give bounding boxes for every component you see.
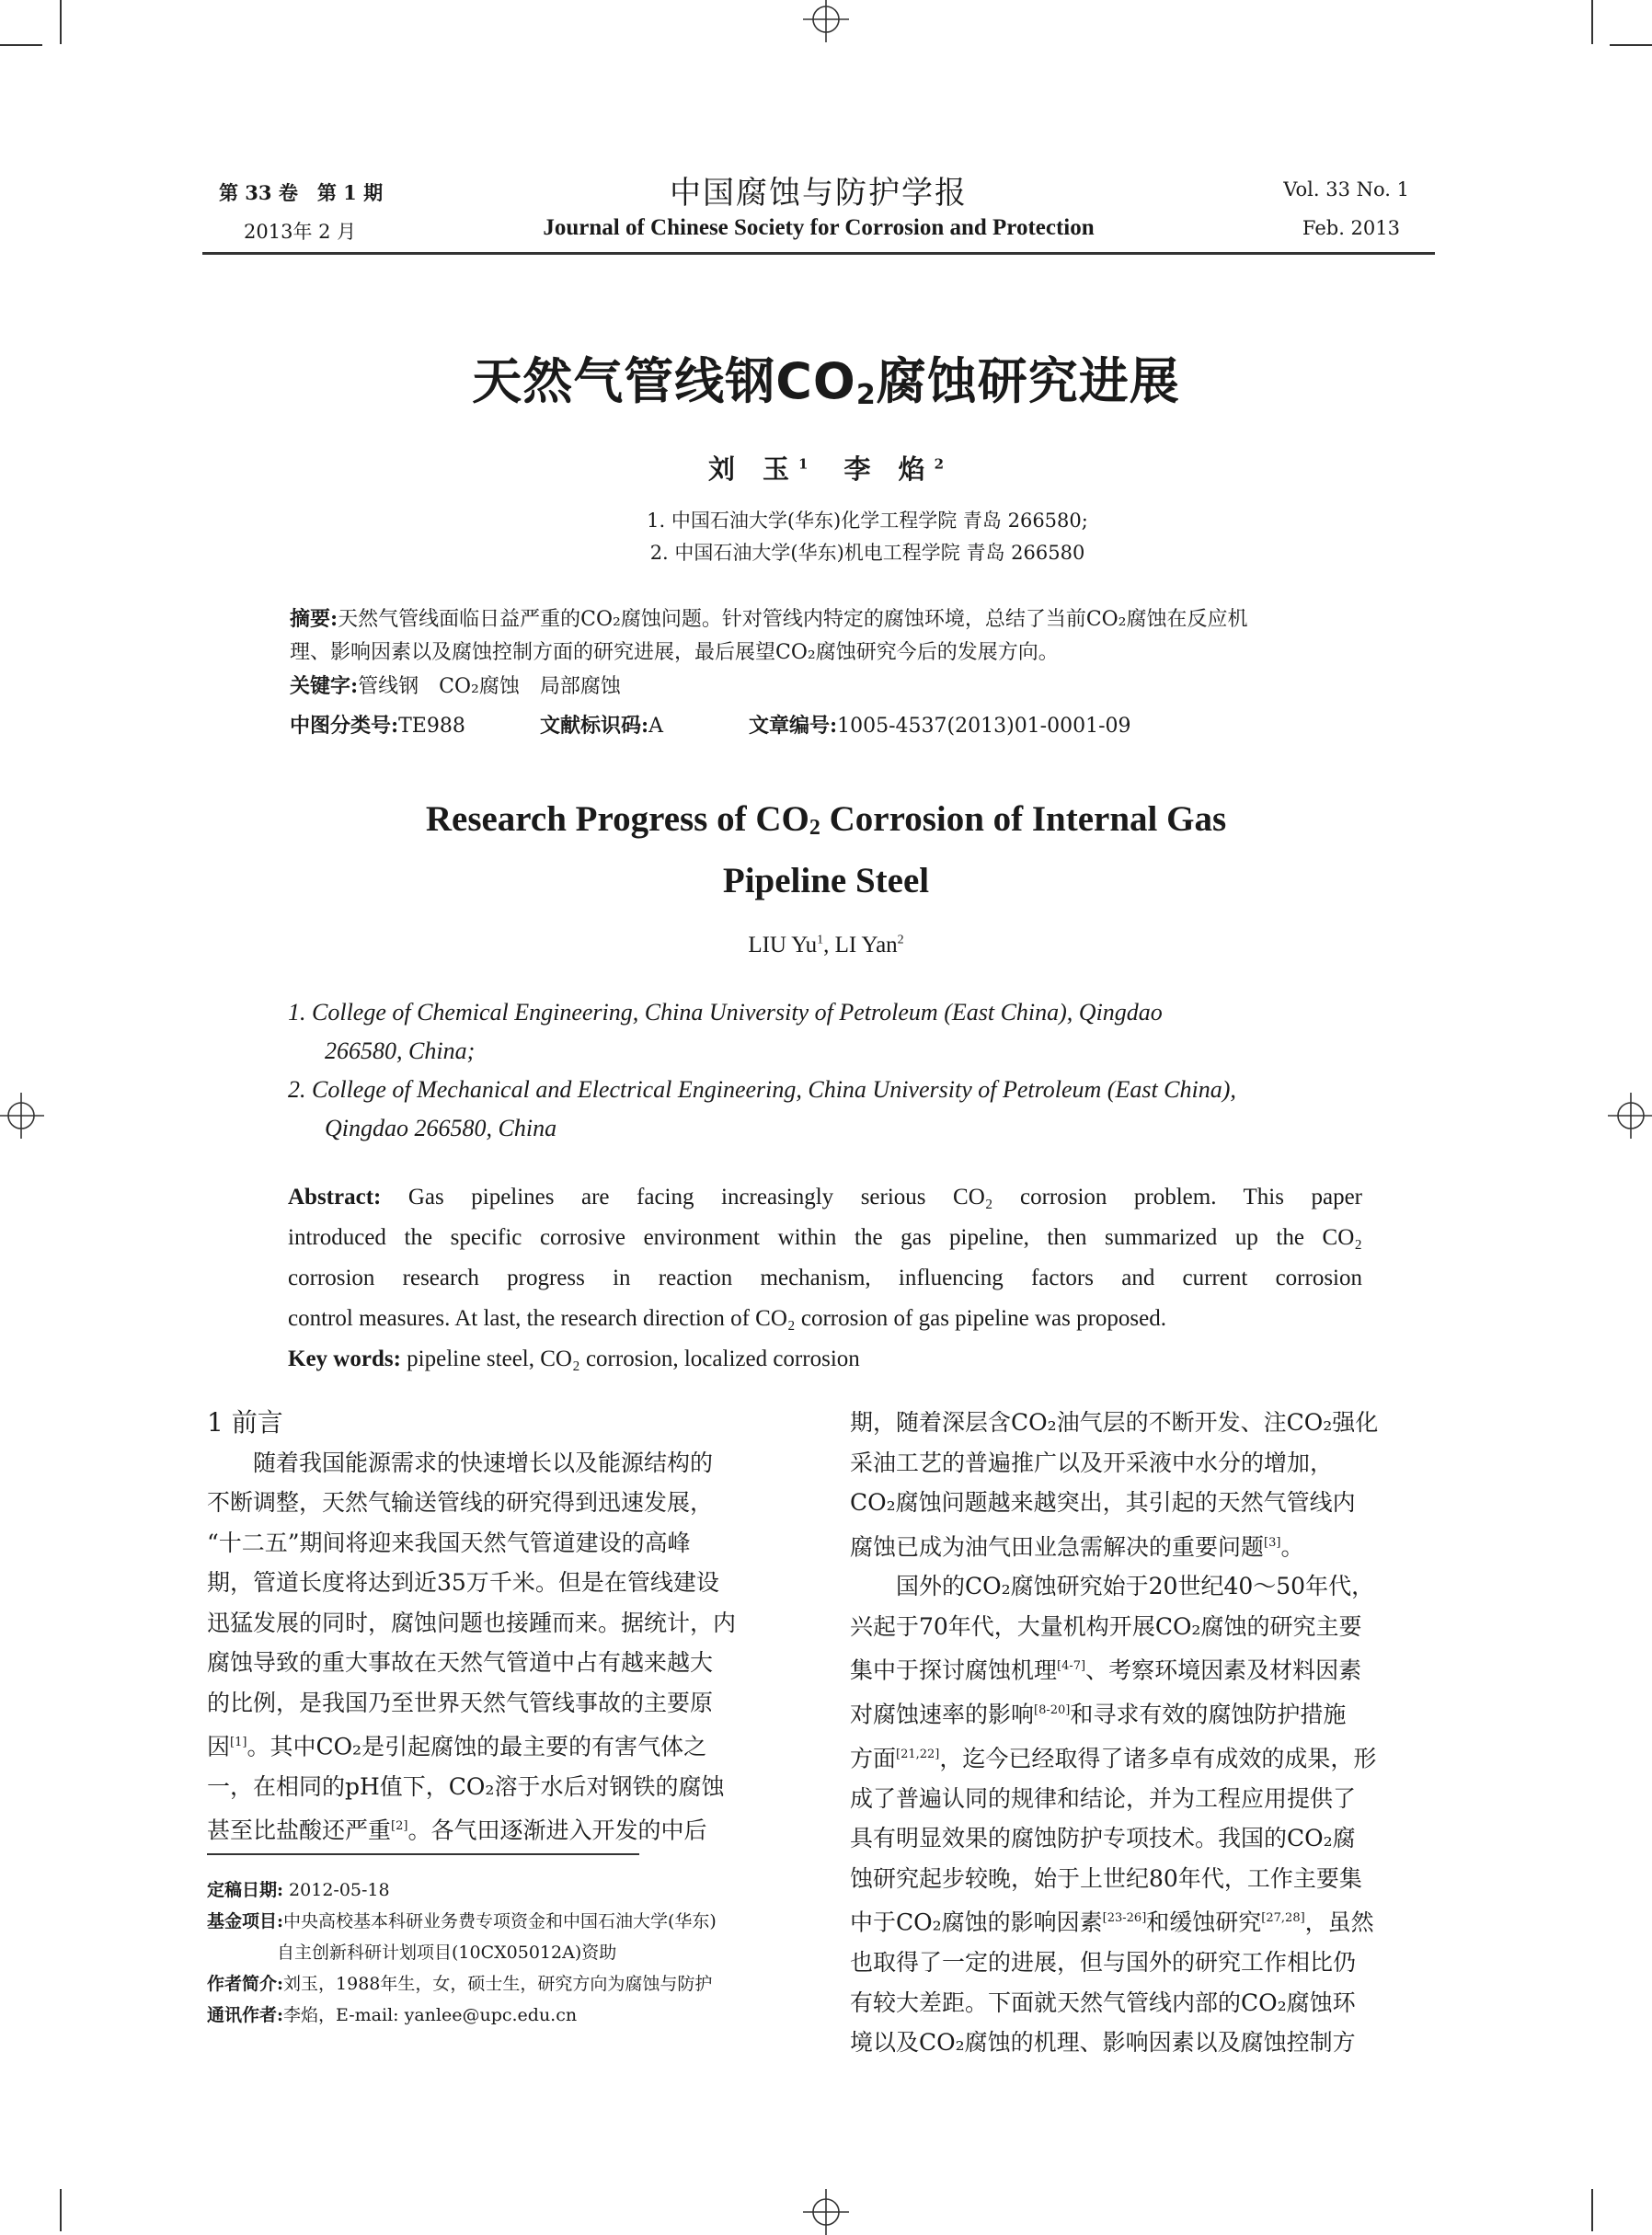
body-text-line: 因[1]。其中CO₂是引起腐蚀的最主要的有害气体之 xyxy=(207,1733,707,1760)
citation-ref: [27,28] xyxy=(1261,1911,1305,1926)
body-column-right xyxy=(850,1403,1443,2063)
registration-mark-icon xyxy=(803,0,849,42)
body-text-line: 一，在相同的pH值下，CO₂溶于水后对钢铁的腐蚀 xyxy=(207,1772,725,1800)
footnote-text: 中央高校基本科研业务费专项资金和中国石油大学(华东) xyxy=(283,1911,717,1931)
paper-title-en: Research Progress of $CO_2$ Corrosion of Internal Gas Pipeline Steel xyxy=(425,799,1227,900)
citation-ref: [21,22] xyxy=(896,1747,940,1761)
body-text-line: 对腐蚀速率的影响[8-20]和寻求有效的腐蚀防护措施 xyxy=(850,1701,1347,1728)
keywords-en-text: pipeline steel, CO₂ corrosion, localized corrosion xyxy=(400,1347,860,1371)
body-text-line: “十二五”期间将迎来我国天然气管道建设的高峰 xyxy=(207,1529,691,1556)
body-text-line: 境以及CO₂腐蚀的机理、影响因素以及腐蚀控制方 xyxy=(850,2029,1356,2057)
footnote-label: 通讯作者: xyxy=(207,2005,284,2025)
affiliation-en-1: 1. College of Chemical Engineering, China University of Petroleum (East China), Qingdao xyxy=(288,999,1163,1026)
body-text-line: 有较大差距。下面就天然气管线内部的CO₂腐蚀环 xyxy=(850,1989,1356,2016)
footnote-line xyxy=(207,1968,717,2000)
footnote-line xyxy=(207,1906,717,1937)
affiliation-en-2: 2. College of Mechanical and Electrical Engineering, China University of Petroleum (East China), xyxy=(288,1076,1236,1103)
registration-mark-icon xyxy=(0,1093,44,1139)
footnote-line xyxy=(207,1874,717,1906)
body-text-line: 国外的CO₂腐蚀研究始于20世纪40～50年代， xyxy=(850,1573,1375,1600)
body-column-left xyxy=(207,1403,800,1851)
footnote-rule xyxy=(207,1853,639,1855)
section-heading: 1 前言 xyxy=(207,1407,283,1438)
registration-mark-icon xyxy=(1608,1093,1652,1139)
crop-mark xyxy=(1610,44,1652,46)
crop-mark xyxy=(1591,2189,1593,2231)
body-text-line: 期，随着深层含CO₂油气层的不断开发、注CO₂强化 xyxy=(850,1409,1379,1436)
body-text-line: 的比例，是我国乃至世界天然气管线事故的主要原 xyxy=(207,1689,714,1716)
footnote-text: 刘玉，1988年生，女，硕士生，研究方向为腐蚀与防护 xyxy=(283,1974,713,1994)
affiliation-en-1-cont: 266580, China; xyxy=(325,1037,476,1064)
body-text-line: 集中于探讨腐蚀机理[4-7]、考察环境因素及材料因素 xyxy=(850,1656,1362,1684)
affiliations-en xyxy=(288,993,1373,1148)
footnote-label: 基金项目: xyxy=(207,1911,284,1931)
abstract-cn-text: 天然气管线面临日益严重的CO₂腐蚀问题。针对管线内特定的腐蚀环境，总结了当前CO₂腐蚀在反应机 xyxy=(338,608,1248,631)
body-text-line: 也取得了一定的进展，但与国外的研究工作相比仍 xyxy=(850,1949,1357,1977)
authors-cn: 刘 玉$^1$ 李 焰$^2$ xyxy=(707,453,945,485)
body-text-line: 成了普遍认同的规律和结论，并为工程应用提供了 xyxy=(850,1784,1357,1812)
footnote-text: 2012-05-18 xyxy=(283,1880,390,1900)
body-text-line: 方面[21,22]，迄今已经取得了诸多卓有成效的成果，形 xyxy=(850,1745,1377,1772)
volume-issue-cn: 第 33 卷 第 1 期 xyxy=(219,181,384,204)
body-text-line: 随着我国能源需求的快速增长以及能源结构的 xyxy=(207,1449,714,1476)
header-rule xyxy=(202,252,1435,255)
footnote-label: 定稿日期: xyxy=(207,1880,284,1900)
crop-mark xyxy=(1591,0,1593,44)
footnote-line xyxy=(207,1937,717,1968)
date-en: Feb. 2013 xyxy=(1302,217,1400,239)
body-text-line: 期，管道长度将达到近35万千米。但是在管线建设 xyxy=(207,1569,719,1596)
keywords-en-label: Key words: xyxy=(288,1347,401,1371)
authors-en: LIU Yu$^1$, LI Yan$^2$ xyxy=(748,933,904,957)
citation-ref: [3] xyxy=(1264,1535,1281,1550)
body-text-line: 兴起于70年代，大量机构开展CO₂腐蚀的研究主要 xyxy=(850,1612,1362,1640)
body-text-line: 腐蚀已成为油气田业急需解决的重要问题[3]。 xyxy=(850,1532,1304,1560)
affiliation-cn-1: 1. 中国石油大学(华东)化学工程学院 青岛 266580; xyxy=(647,510,1088,532)
body-text-line: CO₂腐蚀问题越来越突出，其引起的天然气管线内 xyxy=(850,1489,1356,1516)
body-text-line: 蚀研究起步较晚，始于上世纪80年代，工作主要集 xyxy=(850,1864,1362,1892)
footnote-line xyxy=(207,2000,717,2031)
journal-title-cn: 中国腐蚀与防护学报 xyxy=(670,175,968,212)
abstract-cn xyxy=(290,602,1366,704)
footnote-text: 李焰，E-mail: yanlee@upc.edu.cn xyxy=(283,2005,578,2025)
keywords-cn-text: 管线钢 CO₂腐蚀 局部腐蚀 xyxy=(358,675,621,698)
citation-ref: [4-7] xyxy=(1057,1659,1086,1674)
abstract-cn-label: 摘要: xyxy=(290,607,338,631)
crop-mark xyxy=(0,44,42,46)
citation-ref: [23-26] xyxy=(1102,1911,1147,1926)
affiliation-cn-2: 2. 中国石油大学(华东)机电工程学院 青岛 266580 xyxy=(649,542,1085,564)
registration-mark-icon xyxy=(803,2189,849,2235)
body-text-line: 甚至比盐酸还严重[2]。各气田逐渐进入开发的中后 xyxy=(207,1817,707,1844)
body-text-line: 具有明显效果的腐蚀防护专项技术。我国的CO₂腐 xyxy=(850,1825,1356,1852)
keywords-cn-label: 关键字: xyxy=(290,674,359,698)
citation-ref: [8-20] xyxy=(1034,1703,1071,1718)
body-text-line: 采油工艺的普遍推广以及开采液中水分的增加， xyxy=(850,1449,1334,1476)
classification-row: 中图分类号:TE988 文献标识码:A 文章编号:1005-4537(2013)01-0001-09 xyxy=(290,714,1131,738)
date-cn: 2013年 2 月 xyxy=(244,221,357,243)
body-text-line: 中于CO₂腐蚀的影响因素[23-26]和缓蚀研究[27,28]，虽然 xyxy=(850,1908,1374,1936)
journal-title-en: Journal of Chinese Society for Corrosion and Protection xyxy=(543,215,1095,240)
affiliation-en-2-cont: Qingdao 266580, China xyxy=(325,1115,557,1141)
citation-ref: [2] xyxy=(391,1819,408,1834)
footnote-text: 自主创新科研计划项目(10CX05012A)资助 xyxy=(207,1943,617,1963)
abstract-en-label: Abstract: xyxy=(288,1185,382,1209)
running-header xyxy=(202,175,1435,258)
body-text-line: 迅猛发展的同时，腐蚀问题也接踵而来。据统计，内 xyxy=(207,1609,737,1636)
footnote-label: 作者简介: xyxy=(207,1974,284,1994)
abstract-cn-text: 理、影响因素以及腐蚀控制方面的研究进展，最后展望CO₂腐蚀研究今后的发展方向。 xyxy=(290,641,1059,664)
crop-mark xyxy=(60,2189,62,2231)
paper-title-cn: 天然气管线钢$CO_2$腐蚀研究进展 xyxy=(472,352,1180,411)
body-text-line: 腐蚀导致的重大事故在天然气管道中占有越来越大 xyxy=(207,1649,714,1676)
footnotes xyxy=(207,1874,717,2031)
citation-ref: [1] xyxy=(230,1736,247,1749)
volume-issue-en: Vol. 33 No. 1 xyxy=(1283,178,1409,201)
crop-mark xyxy=(60,0,62,44)
abstract-en: Abstract: Gas pipelines are facing increasingly serious CO₂ corrosion problem. This paper introduced the specific corrosive environment within the gas pipeline, then summarized up the CO₂ corrosion research progress in reaction mechanism, influencing factors and current corrosion control measures. At last, the research direction of CO₂ corrosion of gas pipeline was proposed. Key words: pipeline steel, CO₂ corrosion, localized corrosion xyxy=(288,1185,1362,1371)
body-text-line: 不断调整，天然气输送管线的研究得到迅速发展， xyxy=(207,1489,714,1516)
